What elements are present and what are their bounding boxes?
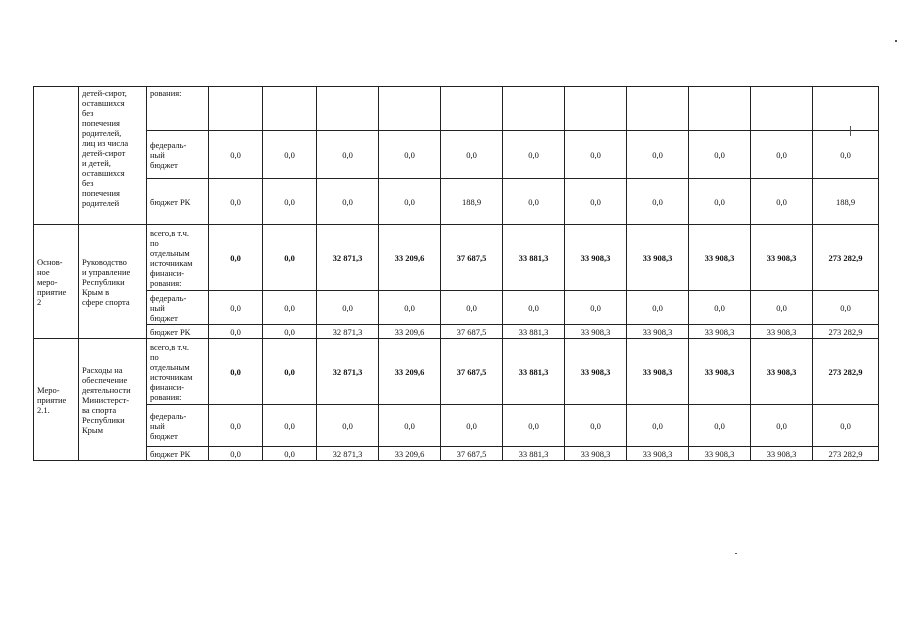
value-cell: 33 908,3 [565,225,627,291]
value-cell: 0,0 [689,291,751,325]
value-cell: 0,0 [317,179,379,225]
value-cell [813,87,879,131]
funding-source: бюджет РК [150,326,191,337]
value-cell: 0,0 [689,405,751,447]
measure-name-cell [34,225,79,339]
value-cell: 0,0 [813,405,879,447]
value-cell: 33 908,3 [751,447,813,461]
value-cell: 0,0 [813,291,879,325]
value-cell [689,87,751,131]
value-cell: 0,0 [441,291,503,325]
value-cell: 0,0 [503,131,565,179]
value-cell: 33 908,3 [565,339,627,405]
value-cell: 33 881,3 [503,447,565,461]
measure-description-cell [79,225,147,339]
measure-description: Руководство и управление Республики Крым в сфере спорта [82,256,131,307]
measure-name-cell [34,339,79,461]
funding-source: рования: [150,88,182,98]
value-cell: 0,0 [317,131,379,179]
value-cell: 33 908,3 [751,339,813,405]
table-row [34,291,879,325]
value-cell: 33 908,3 [627,225,689,291]
value-cell [379,87,441,131]
scan-speck [895,40,897,42]
value-cell: 0,0 [627,405,689,447]
table-row [34,225,879,291]
value-cell: 0,0 [379,291,441,325]
measure-description-cell [79,339,147,461]
value-cell: 0,0 [565,291,627,325]
value-cell: 33 908,3 [689,225,751,291]
value-cell: 0,0 [209,131,263,179]
value-cell [317,87,379,131]
value-cell: 0,0 [263,131,317,179]
value-cell: 33 908,3 [627,447,689,461]
value-cell: 0,0 [751,131,813,179]
table-row [34,179,879,225]
value-cell: 33 209,6 [379,447,441,461]
value-cell: 33 908,3 [627,325,689,339]
value-cell: 33 881,3 [503,325,565,339]
value-cell: 32 871,3 [317,225,379,291]
value-cell: 0,0 [209,447,263,461]
value-cell: 37 687,5 [441,447,503,461]
value-cell: 33 881,3 [503,339,565,405]
funding-source-cell [147,325,209,339]
funding-source-cell [147,447,209,461]
value-cell: 0,0 [379,179,441,225]
value-cell: 0,0 [317,405,379,447]
funding-source: федераль- ный бюджет [150,410,187,441]
table-row [34,325,879,339]
measure-name: Меро- приятие 2.1. [37,384,67,415]
value-cell: 0,0 [565,179,627,225]
value-cell: 0,0 [751,405,813,447]
value-cell: 0,0 [263,291,317,325]
value-cell: 33 881,3 [503,225,565,291]
value-cell [503,87,565,131]
scan-speck [850,126,851,136]
value-cell: 0,0 [565,131,627,179]
funding-source: бюджет РК [150,196,191,207]
value-cell: 0,0 [209,339,263,405]
funding-source-cell [147,131,209,179]
funding-source-cell [147,405,209,447]
value-cell: 0,0 [751,291,813,325]
measure-description: Расходы на обеспечение деятельности Министерст- ва спорта Республики Крым [82,364,131,435]
value-cell: 33 908,3 [689,339,751,405]
funding-source-cell [147,179,209,225]
value-cell: 0,0 [503,291,565,325]
value-cell: 273 282,9 [813,447,879,461]
value-cell: 37 687,5 [441,225,503,291]
funding-source: федераль- ный бюджет [150,292,187,323]
funding-source: федераль- ный бюджет [150,139,187,170]
value-cell: 32 871,3 [317,325,379,339]
value-cell: 0,0 [441,405,503,447]
value-cell: 0,0 [263,179,317,225]
funding-source-cell [147,225,209,291]
value-cell: 33 209,6 [379,325,441,339]
funding-source: всего,в т.ч. по отдельным источникам финанси- рования: [150,227,193,288]
value-cell: 0,0 [565,405,627,447]
value-cell: 0,0 [209,291,263,325]
value-cell: 0,0 [627,291,689,325]
funding-source-cell [147,291,209,325]
value-cell: 33 908,3 [627,339,689,405]
value-cell: 0,0 [379,405,441,447]
value-cell: 0,0 [263,225,317,291]
value-cell: 273 282,9 [813,225,879,291]
value-cell: 0,0 [209,225,263,291]
value-cell: 0,0 [503,405,565,447]
measure-name: Основ- ное меро- приятие 2 [37,256,67,307]
value-cell: 0,0 [263,325,317,339]
value-cell: 0,0 [263,447,317,461]
value-cell: 0,0 [627,179,689,225]
measure-name-cell [34,87,79,225]
value-cell: 33 908,3 [565,325,627,339]
value-cell: 32 871,3 [317,447,379,461]
funding-source: бюджет РК [150,448,191,459]
value-cell: 33 908,3 [689,447,751,461]
value-cell [209,87,263,131]
value-cell [751,87,813,131]
value-cell: 0,0 [263,339,317,405]
value-cell: 0,0 [379,131,441,179]
value-cell: 0,0 [441,131,503,179]
value-cell: 32 871,3 [317,339,379,405]
value-cell: 0,0 [209,325,263,339]
scan-speck [735,553,737,554]
value-cell: 0,0 [503,179,565,225]
value-cell [263,87,317,131]
measure-description: детей-сирот, оставшихся без попечения родителей, лиц из числа детей-сирот и детей, оставшихся без попечения родителей [82,88,129,208]
value-cell: 37 687,5 [441,325,503,339]
funding-source-cell [147,339,209,405]
value-cell: 0,0 [689,131,751,179]
value-cell: 33 908,3 [565,447,627,461]
table-row [34,447,879,461]
value-cell: 33 908,3 [751,325,813,339]
value-cell: 188,9 [813,179,879,225]
value-cell [565,87,627,131]
funding-source: всего,в т.ч. по отдельным источникам финанси- рования: [150,341,193,402]
value-cell: 273 282,9 [813,339,879,405]
table-row [34,339,879,405]
value-cell: 33 209,6 [379,339,441,405]
value-cell: 0,0 [627,131,689,179]
measure-description-cell [79,87,147,225]
value-cell: 0,0 [813,131,879,179]
budget-table [33,86,879,461]
table-row [34,131,879,179]
value-cell: 0,0 [317,291,379,325]
value-cell: 0,0 [689,179,751,225]
value-cell: 0,0 [209,179,263,225]
value-cell: 33 908,3 [751,225,813,291]
table-row [34,405,879,447]
value-cell: 0,0 [263,405,317,447]
value-cell [627,87,689,131]
value-cell: 0,0 [209,405,263,447]
value-cell: 37 687,5 [441,339,503,405]
funding-source-cell [147,87,209,131]
table-row [34,87,879,131]
value-cell: 33 908,3 [689,325,751,339]
value-cell: 273 282,9 [813,325,879,339]
value-cell [441,87,503,131]
value-cell: 0,0 [751,179,813,225]
value-cell: 33 209,6 [379,225,441,291]
value-cell: 188,9 [441,179,503,225]
